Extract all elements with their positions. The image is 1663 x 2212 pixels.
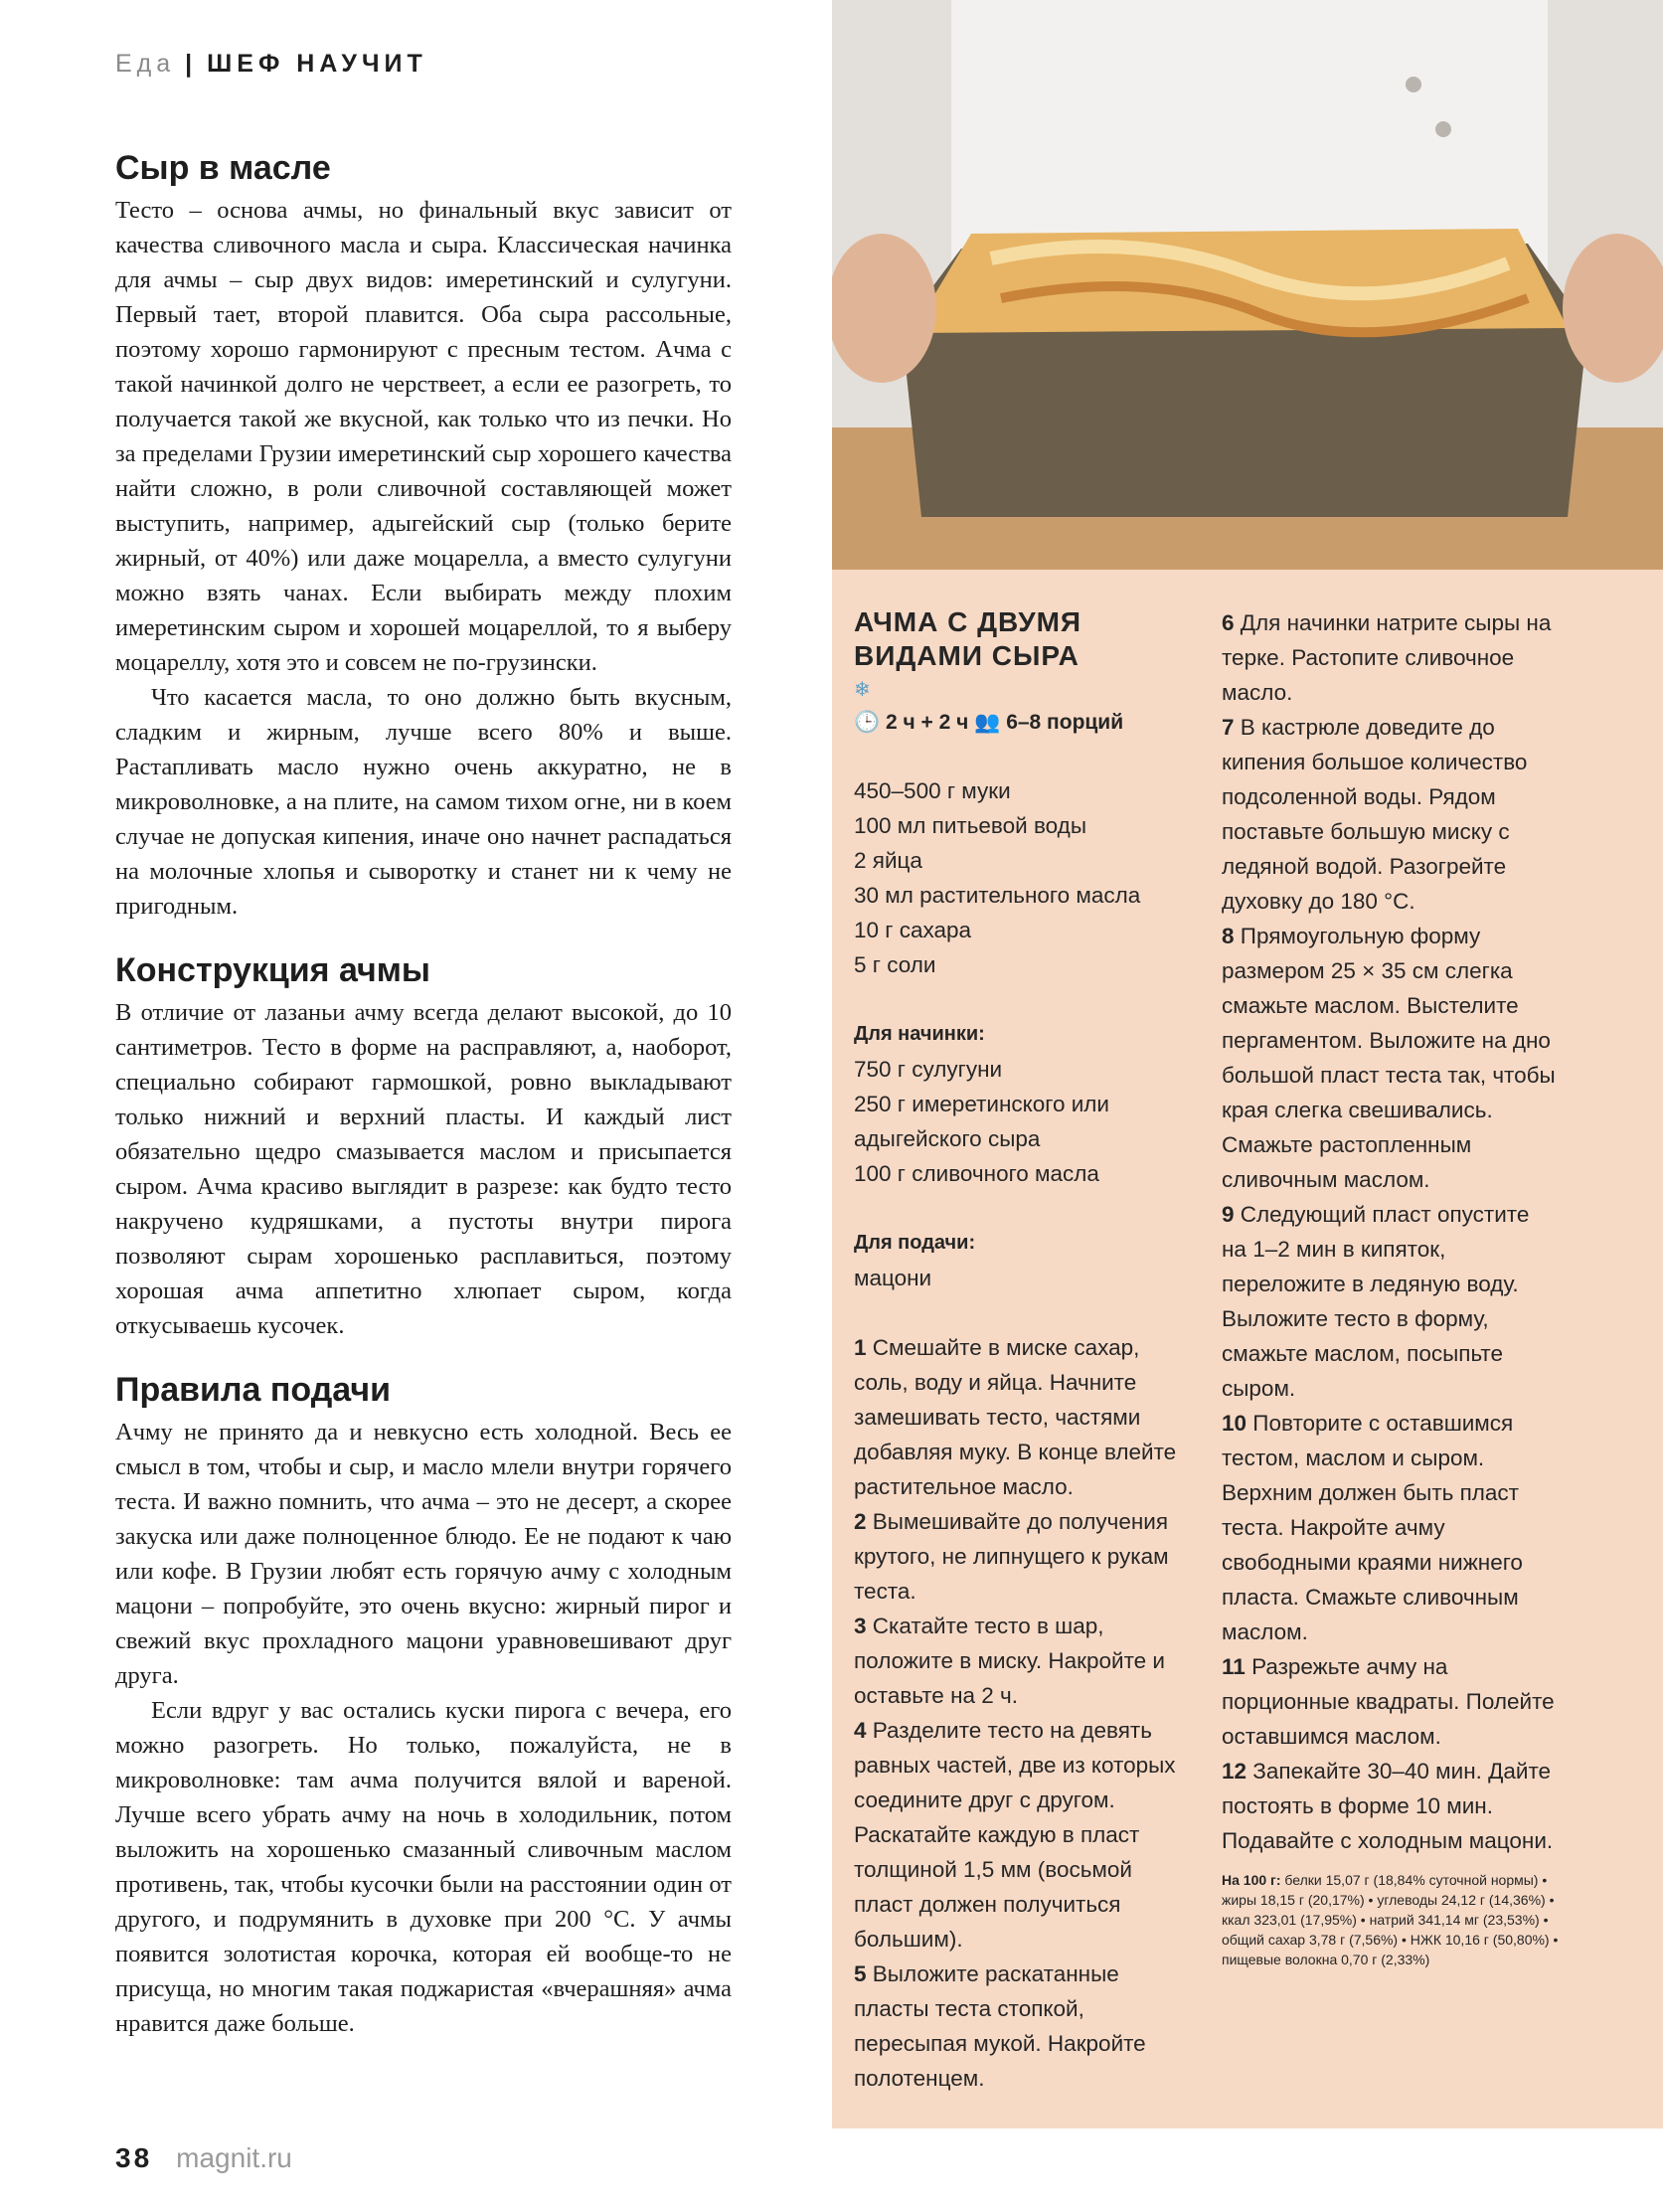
page-number: 38 [115,2142,153,2173]
ingredient: 30 мл растительного масла [854,883,1141,908]
section-heading-construction: Конструкция ачмы [115,951,430,989]
page-header [115,50,427,79]
snowflake-icon: ❄ [854,679,871,701]
recipe-step: 5 Выложите раскатанные пласты теста стопкой, пересыпая мукой. Накройте полотенцем. [854,1961,1146,2091]
rubric-title: ШЕФ НАУЧИТ [207,50,427,78]
page-footer [115,2142,292,2174]
recipe-column-1 [854,605,1182,2096]
recipe-step: 1 Смешайте в миске сахар, соль, воду и яйца. Начните замешивать тесто, частями добавляя муку. В конце влейте растительное масло. [854,1335,1177,1499]
recipe-step: 11 Разрежьте ачму на порционные квадраты. Полейте оставшимся маслом. [1222,1654,1555,1749]
filling-heading: Для начинки: [854,1023,985,1045]
ingredient: мацони [854,1266,932,1290]
recipe-step: 8 Прямоугольную форму размером 25 × 35 см слегка смажьте маслом. Выстелите пергаментом. Выложите на дно большой пласт теста так, чтобы края слегка свешивались. Смажьте растопленным сливочным маслом. [1222,924,1556,1192]
paragraph: Что касается масла, то оно должно быть вкусным, сладким и жирным, лучше всего 80% и выше. Растапливать масло нужно очень аккуратно, не в микроволновке, а на плите, на самом тихом огне, ни в коем случае не допуская кипения, иначе оно начнет распадаться на молочные хлопья и сыворотку и станет ни к чему не пригодным. [115,684,732,920]
servings-icon: 👥 [974,711,1001,734]
section-heading-serving: Правила подачи [115,1371,392,1409]
recipe-step: 10 Повторите с оставшимся тестом, маслом и сыром. Верхним должен быть пласт теста. Накройте ачму свободными краями нижнего пласта. Смажьте сливочным маслом. [1222,1411,1523,1644]
section-heading-cheese: Сыр в масле [115,149,331,187]
ingredient-list [854,773,1182,982]
recipe-step: 7 В кастрюле доведите до кипения большое количество подсоленной воды. Рядом поставьте большую миску с ледяной водой. Разогрейте духовку до 180 °С. [1222,715,1528,914]
paragraph: Ачму не принято да и невкусно есть холодной. Весь ее смысл в том, чтобы и сыр, и масло млели внутри горячего теста. И важно помнить, что ачма – это не десерт, а скорее закуска или даже полноценное блюдо. Ее не подают к чаю или кофе. В Грузии любят есть горячую ачму с холодным мацони – попробуйте, это очень вкусно: жирный пирог и свежий вкус прохладного мацони уравновешивают друг друга. [115,1419,732,1689]
clock-icon: 🕒 [854,711,881,734]
paragraph: В отличие от лазаньи ачму всегда делают высокой, до 10 сантиметров. Тесто в форме на расправляют, а, наоборот, специально собирают гармошкой, ровно выкладывают только нижний и верхний пласты. И каждый лист обязательно щедро смазывается маслом и присыпается сыром. Ачма красиво выглядит в разрезе: как будто тесто накручено кудряшками, а пустоты внутри пирога позволяют сырам хорошенько расплавиться, поэтому хорошая ачма аппетитно хлюпает сыром, когда откусываешь кусочек. [115,999,732,1339]
recipe-meta [854,707,1182,739]
ingredient: 250 г имеретинского или адыгейского сыра [854,1092,1109,1151]
recipe-step: 9 Следующий пласт опустите на 1–2 мин в кипяток, переложите в ледяную воду. Выложите тесто в форму, смажьте маслом, посыпьте сыром. [1222,1202,1530,1401]
ingredient: 750 г сулугуни [854,1057,1003,1082]
servings: 6–8 порций [1006,711,1124,734]
recipe-step: 4 Разделите тесто на девять равных частей, две из которых соедините друг с другом. Раскатайте каждую в пласт толщиной 1,5 мм (восьмой пласт должен получиться большим). [854,1718,1176,1952]
ingredient: 100 г сливочного масла [854,1161,1099,1186]
nutrition-facts: На 100 г: белки 15,07 г (18,84% суточной нормы) • жиры 18,15 г (20,17%) • углеводы 24,12 г (14,36%) • ккал 323,01 (17,95%) • натрий 341,14 мг (23,53%) • общий сахар 3,78 г (7,56%) • НЖК 10,16 г (50,80%) • пищевые волокна 0,70 г (2,33%) [1222,1872,1559,1967]
serving-heading: Для подачи: [854,1232,976,1254]
header-separator: | [185,50,198,78]
section-label: Еда [115,50,176,78]
achma-photo [832,0,1663,570]
recipe-column-2 [1222,605,1560,1969]
recipe-step: 6 Для начинки натрите сыры на терке. Растопите сливочное масло. [1222,610,1552,705]
recipe-step: 3 Скатайте тесто в шар, положите в миску. Накройте и оставьте на 2 ч. [854,1614,1165,1708]
recipe-box [832,570,1663,2128]
recipe-step: 12 Запекайте 30–40 мин. Дайте постоять в форме 10 мин. Подавайте с холодным мацони. [1222,1759,1554,1853]
recipe-step: 2 Вымешивайте до получения крутого, не липнущего к рукам теста. [854,1509,1169,1604]
ingredient: 100 мл питьевой воды [854,813,1086,838]
recipe-title: АЧМА С ДВУМЯ ВИДАМИ СЫРА [854,606,1082,671]
paragraph: Если вдруг у вас остались куски пирога с вечера, его можно разогреть. Но только, пожалуйста, не в микроволновке: там ачма получится вялой и вареной. Лучше всего убрать ачму на ночь в холодильник, потом выложить на хорошенько смазанный сливочным маслом противень, так, чтобы кусочки были на расстоянии один от другого, и подрумянить в духовке при 200 °С. У ачмы появится золотистая корочка, которая ей вообще-то не присуща, но многим такая поджаристая «вчерашняя» ачма нравится даже больше. [115,1697,732,2037]
ingredient: 450–500 г муки [854,778,1011,803]
ingredient: 5 г соли [854,952,936,977]
prep-time: 2 ч + 2 ч [886,711,969,734]
paragraph: Тесто – основа ачмы, но финальный вкус зависит от качества сливочного масла и сыра. Классическая начинка для ачмы – сыр двух видов: имеретинский и сулугуни. Первый тает, второй плавится. Оба сыра рассольные, поэтому хорошо гармонируют с пресным тестом. Ачма с такой начинкой долго не черствеет, а если ее разогреть, то получается такой же вкусной, как только что из печки. Но за пределами Грузии имеретинский сыр хорошего качества найти сложно, в роли сливочной составляющей может выступить, например, адыгейский сыр (только берите жирный, от 40%) или даже моцарелла, а вместо сулугуни можно взять чанах. Если выбирать между плохим имеретинским сыром и хорошей моцареллой, то я выберу моцареллу, хотя это и совсем не по-грузински. [115,197,732,676]
site-url: magnit.ru [176,2142,292,2173]
ingredient: 10 г сахара [854,918,972,942]
ingredient: 2 яйца [854,848,922,873]
article-column [115,147,732,2041]
